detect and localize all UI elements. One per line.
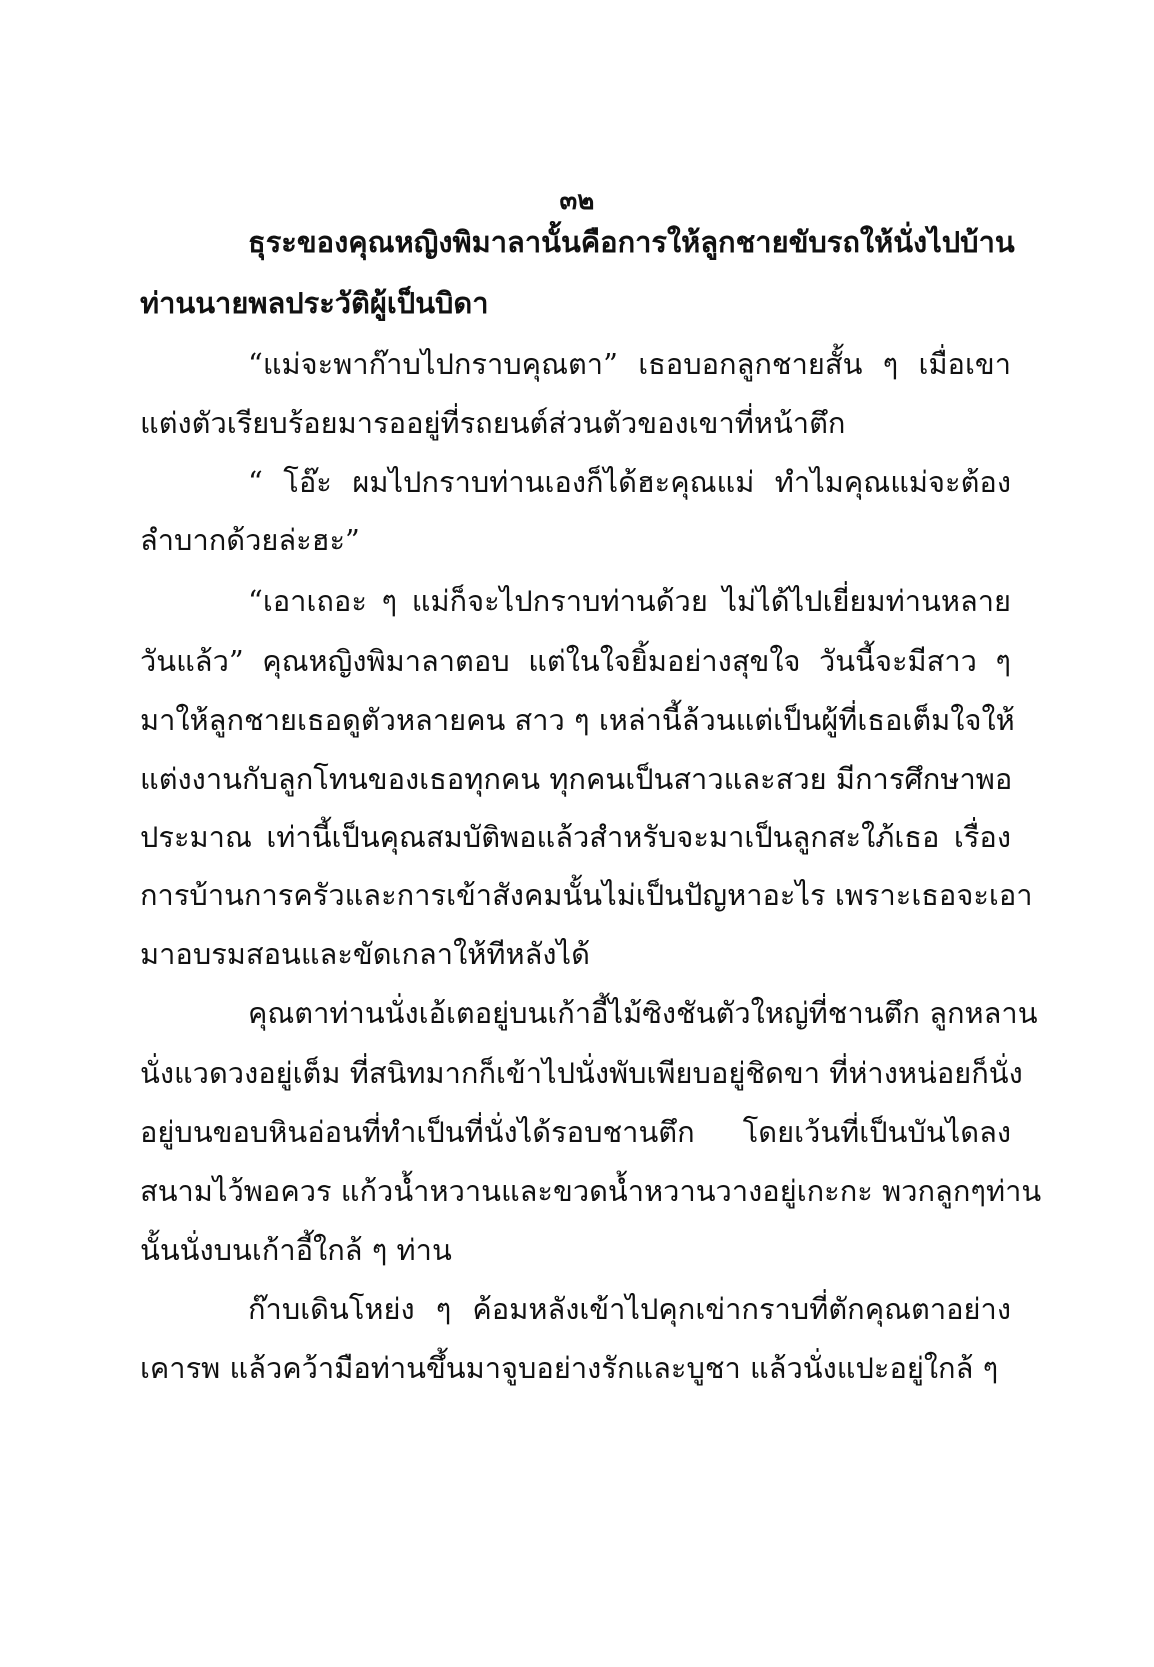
text-line: การบ้านการครัวและการเข้าสังคมนั้นไม่เป็นปัญหาอะไร เพราะเธอจะเอา	[140, 878, 1033, 912]
text-line: คุณตาท่านนั่งเอ้เตอยู่บนเก้าอี้ไม้ซิงชันตัวใหญ่ที่ชานตึก ลูกหลาน	[248, 996, 1038, 1030]
text-line: เคารพ แล้วคว้ามือท่านขึ้นมาจูบอย่างรักและบูชา แล้วนั่งแปะอยู่ใกล้ ๆ	[140, 1351, 999, 1385]
text-line: อยู่บนขอบหินอ่อนที่ทำเป็นที่นั่งได้รอบชานตึก โดยเว้นที่เป็นบันไดลง	[140, 1115, 1011, 1149]
text-line: แต่งงานกับลูกโทนของเธอทุกคน ทุกคนเป็นสาวและสวย มีการศึกษาพอ	[140, 762, 1013, 796]
text-line: “เอาเถอะ ๆ แม่ก็จะไปกราบท่านด้วย ไม่ได้ไปเยี่ยมท่านหลาย	[248, 584, 1011, 618]
text-line: มาอบรมสอนและขัดเกลาให้ทีหลังได้	[140, 937, 590, 971]
text-line: “ โอ๊ะ ผมไปกราบท่านเองก็ได้ฮะคุณแม่ ทำไมคุณแม่จะต้อง	[248, 465, 1011, 499]
text-line: สนามไว้พอควร แก้วน้ำหวานและขวดน้ำหวานวางอยู่เกะกะ พวกลูกๆท่าน	[140, 1174, 1042, 1208]
text-line: แต่งตัวเรียบร้อยมารออยู่ที่รถยนต์ส่วนตัวของเขาที่หน้าตึก	[140, 406, 846, 440]
text-line: ก๊าบเดินโหย่ง ๆ ค้อมหลังเข้าไปคุกเข่ากราบที่ตักคุณตาอย่าง	[248, 1292, 1011, 1326]
text-line: ลำบากด้วยล่ะฮะ”	[140, 523, 360, 557]
text-line: “แม่จะพาก๊าบไปกราบคุณตา” เธอบอกลูกชายสั้น ๆ เมื่อเขา	[248, 347, 1011, 381]
text-line: วันแล้ว” คุณหญิงพิมาลาตอบ แต่ในใจยิ้มอย่างสุขใจ วันนี้จะมีสาว ๆ	[140, 644, 1011, 678]
page-number: ๓๒	[559, 186, 595, 216]
text-line: นั้นนั่งบนเก้าอี้ใกล้ ๆ ท่าน	[140, 1233, 452, 1267]
text-line: มาให้ลูกชายเธอดูตัวหลายคน สาว ๆ เหล่านี้ล้วนแต่เป็นผู้ที่เธอเต็มใจให้	[140, 703, 1015, 737]
text-line: ธุระของคุณหญิงพิมาลานั้นคือการให้ลูกชายขับรถให้นั่งไปบ้าน	[248, 225, 1015, 259]
text-line: ท่านนายพลประวัติผู้เป็นบิดา	[140, 286, 489, 320]
text-line: นั่งแวดวงอยู่เต็ม ที่สนิทมากก็เข้าไปนั่งพับเพียบอยู่ชิดขา ที่ห่างหน่อยก็นั่ง	[140, 1056, 1023, 1090]
text-line: ประมาณ เท่านี้เป็นคุณสมบัติพอแล้วสำหรับจะมาเป็นลูกสะใภ้เธอ เรื่อง	[140, 820, 1011, 854]
